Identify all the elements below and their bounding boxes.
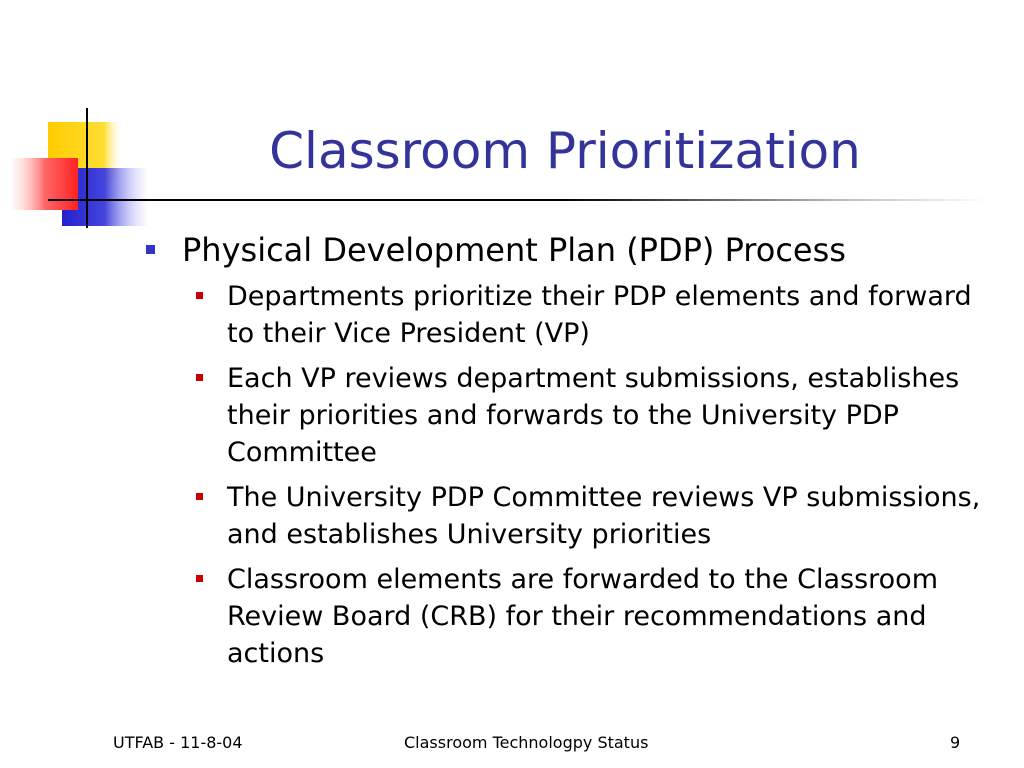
sub-bullet	[182, 561, 987, 672]
deco-red-square	[12, 158, 78, 210]
footer-title: Classroom Technologpy Status	[404, 733, 649, 752]
red-square-bullet-icon	[196, 374, 203, 381]
footer-date: UTFAB - 11-8-04	[113, 733, 243, 752]
sub-bullet	[182, 278, 987, 352]
sub-bullet	[182, 479, 987, 553]
sub-bullet-text: Departments prioritize their PDP elements and forward to their Vice President (VP)	[227, 281, 972, 349]
title-divider	[48, 199, 988, 201]
slide-content	[140, 228, 980, 680]
red-square-bullet-icon	[196, 575, 203, 582]
red-square-bullet-icon	[196, 493, 203, 500]
bullet-level1-text: Physical Development Plan (PDP) Process	[182, 231, 846, 269]
bullet-level1	[140, 228, 980, 272]
sub-bullet	[182, 360, 987, 471]
red-square-bullet-icon	[196, 292, 203, 299]
sub-bullet-text: Classroom elements are forwarded to the Classroom Review Board (CRB) for their recommendations and actions	[227, 564, 939, 669]
sub-bullet-list	[182, 278, 980, 672]
sub-bullet-text: The University PDP Committee reviews VP submissions, and establishes University priorities	[227, 482, 981, 550]
sub-bullet-text: Each VP reviews department submissions, establishes their priorities and forwards to the University PDP Committee	[227, 363, 960, 468]
slide-title: Classroom Prioritization	[269, 122, 861, 180]
corner-decoration	[0, 100, 150, 240]
page-number: 9	[950, 733, 961, 752]
blue-square-bullet-icon	[146, 245, 155, 254]
